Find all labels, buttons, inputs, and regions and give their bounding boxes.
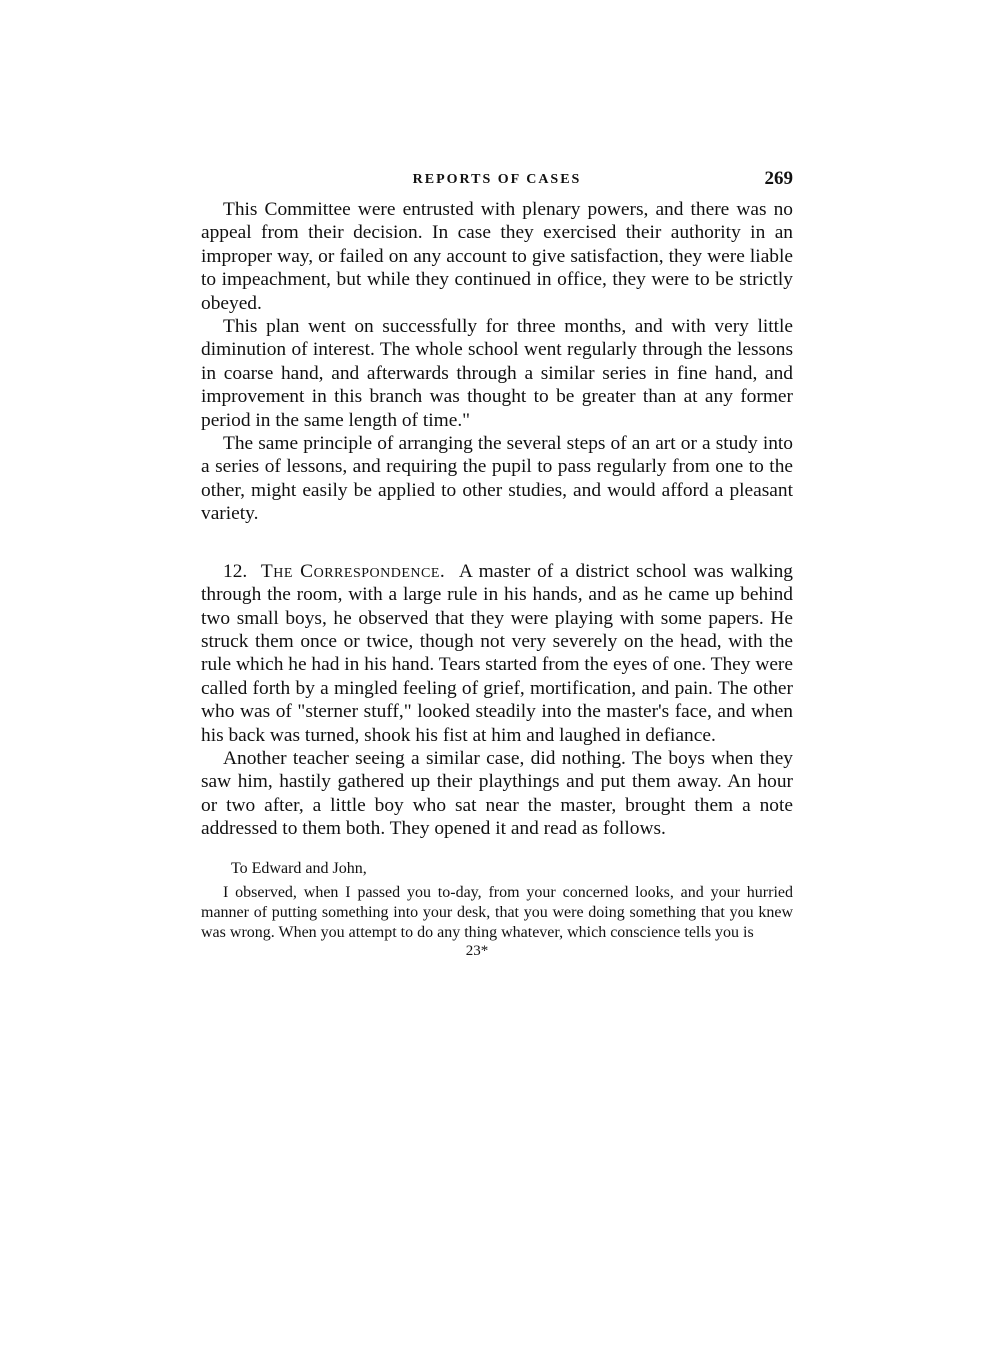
section-paragraph-text: A master of a district school was walking through the room, with a large rule in his hands, and as he came up behind two small boys, he observed that they were playing with some papers. He struck them once or twice, though not very severely on the head, with the rule which he had in his hand. Tears started from the eyes of one. They were called forth by a mingled feeling of grief, mortification, and pain. The other who was of "sterner stuff," looked steadily into the master's face, and when his back was turned, shook his fist at him and laughed in defiance. bbox=[201, 560, 793, 746]
section-number: 12. bbox=[223, 560, 248, 582]
book-page bbox=[201, 168, 793, 960]
signature-mark: 23* bbox=[465, 942, 489, 959]
paragraph-plan: This plan went on successfully for three months, and with very little diminution of interest. The whole school went regularly through the lessons in coarse hand, and afterwards through a similar series in fine hand, and improvement in this branch was thought to be greater than at any former period in the same length of time." bbox=[201, 316, 793, 431]
paragraph-principle: The same principle of arranging the several steps of an art or a study into a series of lessons, and requiring the pupil to pass regularly from one to the other, might easily be applied to other studies, and would afford a pleasant variety. bbox=[201, 433, 793, 525]
running-head: REPORTS OF CASES bbox=[412, 172, 582, 187]
page-header bbox=[201, 168, 793, 198]
paragraph-another-teacher: Another teacher seeing a similar case, did nothing. The boys when they saw him, hastily gathered up their playthings and put them away. An hour or two after, a little boy who sat near the master, brought them a note addressed to them both. They opened it and read as follows. bbox=[201, 747, 793, 840]
section-12-paragraph bbox=[201, 560, 793, 747]
paragraph-committee: This Committee were entrusted with plenary powers, and there was no appeal from their decision. In case they exercised their authority in an improper way, or failed on any account to give satisfaction, they were liable to impeachment, but while they continued in office, they were to be strictly obeyed. bbox=[201, 199, 793, 314]
letter-quote bbox=[201, 859, 793, 943]
section-title: The Correspondence. bbox=[260, 560, 446, 582]
letter-body: I observed, when I passed you to-day, from your concerned looks, and your hurried manner of putting something into your desk, that you were doing something that you knew was wrong. When you attempt to do any thing whatever, which conscience tells you is bbox=[201, 883, 793, 941]
letter-salutation: To Edward and John, bbox=[231, 859, 367, 877]
section-gap bbox=[201, 526, 793, 560]
page-number: 269 bbox=[764, 168, 793, 189]
